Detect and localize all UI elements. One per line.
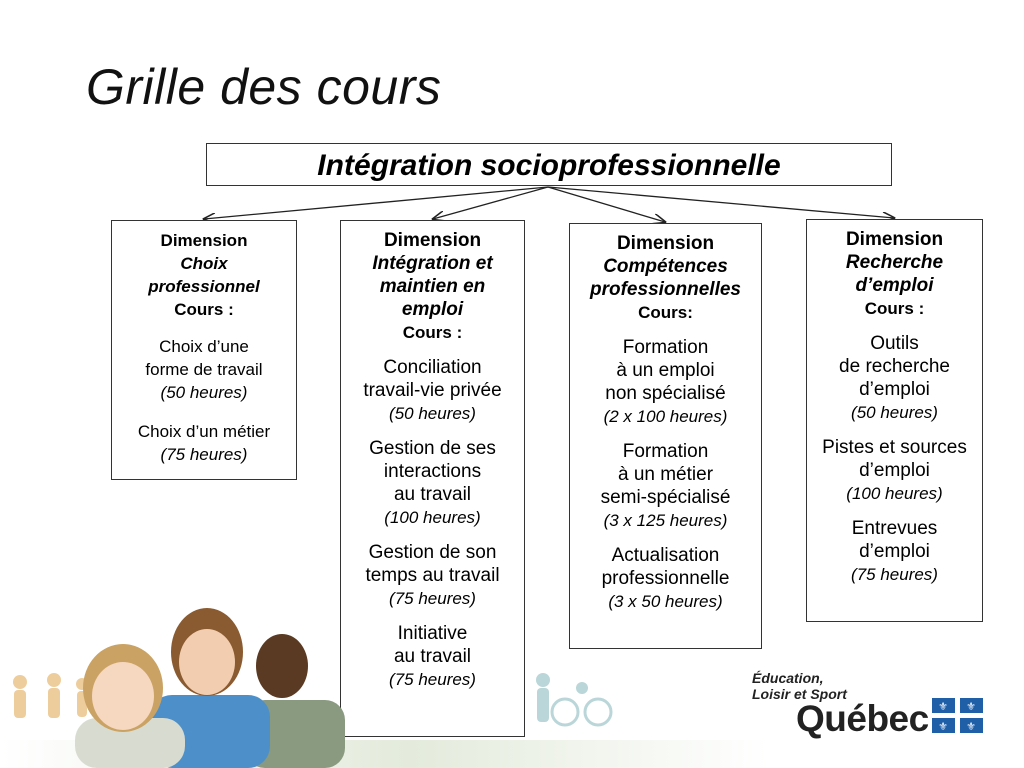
dimension-box-choix-professionnel [111,220,297,480]
dimension-name-line: d’emploi [855,275,934,296]
course-hours: (3 x 50 heures) [608,592,723,611]
dimension-name-line: maintien en [379,276,486,297]
course-line: au travail [393,646,472,667]
course-item [112,420,296,466]
course-hours: (50 heures) [160,383,248,402]
course-line: professionnelle [601,568,730,589]
dimension-name-line: professionnel [148,277,260,296]
course-item [570,440,761,532]
course-line: Actualisation [611,545,720,566]
dimension-heading: Dimension [383,230,482,251]
course-hours: (3 x 125 heures) [603,511,728,530]
course-line: à un métier [617,464,714,485]
course-item [807,332,982,424]
cours-label: Cours : [174,300,234,319]
course-line: d’emploi [859,379,930,400]
slide-title: Grille des cours [86,59,442,115]
course-line: Gestion de ses [369,438,496,459]
arrow-to-dimension-4 [548,187,894,218]
people-photo-illustration [0,600,1024,768]
cours-label: Cours : [402,323,463,342]
course-line: Choix d’un métier [137,422,271,441]
dimension-name-line: Intégration et [372,253,493,274]
course-line: temps au travail [365,565,500,586]
svg-text:⚜: ⚜ [938,720,948,733]
course-line: travail-vie privée [363,380,502,401]
course-hours: (75 heures) [160,445,248,464]
course-hours: (100 heures) [384,508,481,527]
course-line: forme de travail [145,360,263,379]
main-topic-box: Intégration socioprofessionnelle [206,143,892,186]
course-line: Formation [622,337,709,358]
dimension-name-line: Choix [180,254,228,273]
course-item [112,335,296,404]
course-line: Formation [622,441,709,462]
logo-line-2: Loisir et Sport [752,686,847,702]
course-line: à un emploi [616,360,715,381]
course-line: non spécialisé [605,383,726,404]
course-item [570,336,761,428]
course-item [341,356,524,425]
dimension-name-line: Recherche [845,252,944,273]
course-item [807,517,982,586]
course-hours: (100 heures) [846,484,943,503]
dimension-heading: Dimension [616,233,715,254]
dimension-name-line: professionnelles [590,279,741,300]
course-item [341,437,524,529]
course-hours: (2 x 100 heures) [603,407,728,426]
silhouette-figures-right [536,673,611,725]
course-hours: (50 heures) [851,403,938,422]
course-item [807,436,982,505]
course-hours: (50 heures) [389,404,476,423]
svg-text:⚜: ⚜ [938,700,948,713]
quebec-wordmark: Québec [796,698,929,739]
course-line: d’emploi [859,541,930,562]
quebec-flag-icon [932,698,983,733]
course-hours: (75 heures) [389,589,476,608]
silhouette-figures-left [13,673,88,718]
dimension-box-recherche-emploi [806,219,983,622]
course-line: au travail [393,484,472,505]
course-line: Conciliation [383,357,482,378]
arrow-to-dimension-3 [548,187,665,222]
arrow-to-dimension-2 [433,187,548,219]
logo-line-1: Éducation, [752,670,824,686]
course-line: Initiative [397,623,468,644]
dimension-heading: Dimension [845,229,944,250]
cours-label: Cours : [864,299,925,318]
course-line: d’emploi [859,460,930,481]
dimension-box-competences [569,223,762,649]
dimension-heading: Dimension [160,231,248,250]
cours-label: Cours: [638,303,693,322]
course-hours: (75 heures) [389,670,476,689]
dimension-name-line: emploi [401,299,464,320]
course-line: Entrevues [851,518,938,539]
course-hours: (75 heures) [851,565,938,584]
course-line: Pistes et sources [822,437,967,458]
course-line: de recherche [839,356,950,377]
course-line: Outils [870,333,919,354]
course-line: Gestion de son [368,542,497,563]
svg-text:⚜: ⚜ [966,700,976,713]
course-line: semi-spécialisé [600,487,731,508]
dimension-name-line: Compétences [603,256,728,277]
arrow-to-dimension-1 [204,187,548,219]
svg-text:⚜: ⚜ [966,720,976,733]
course-line: interactions [383,461,482,482]
course-line: Choix d’une [159,337,249,356]
